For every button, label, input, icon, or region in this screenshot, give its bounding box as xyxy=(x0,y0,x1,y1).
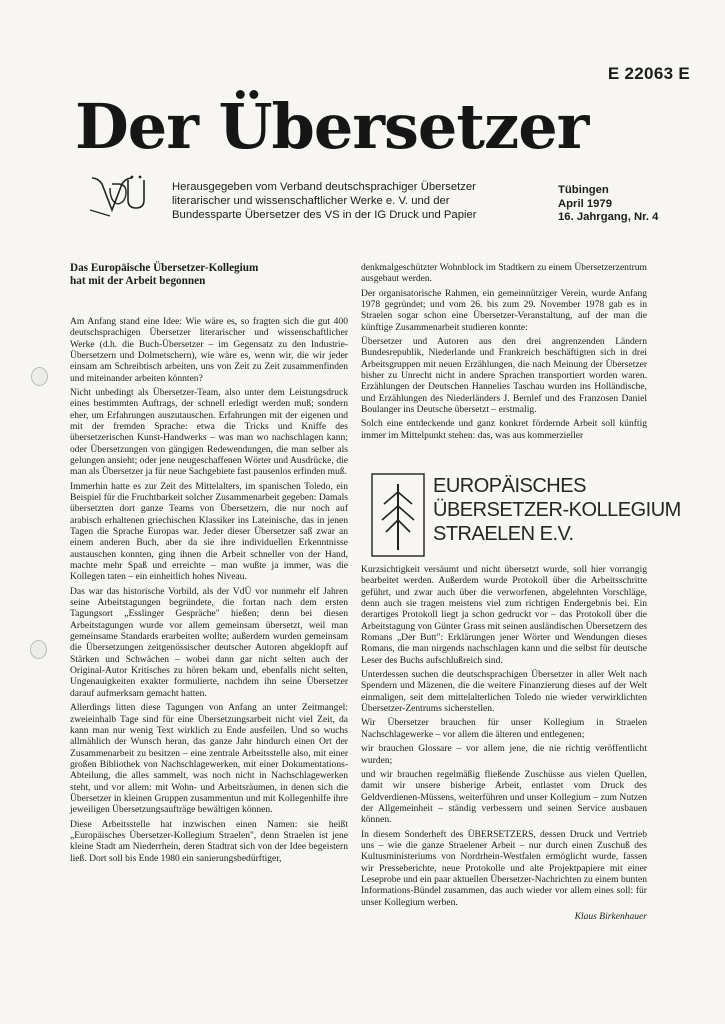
author-signature: Klaus Birkenhauer xyxy=(574,910,647,922)
publisher-info xyxy=(172,180,502,222)
publisher-line: Bundessparte Übersetzer des VS in der IG Druck und Papier xyxy=(172,209,477,221)
paragraph: In diesem Sonderheft des ÜBERSETZERS, dessen Druck und Vertrieb uns – wie die ganze Straelener Arbeit – nur durch einen Zuschuß des Kultusministeriums von Nordrhein-Westfalen ermöglicht wurde, fassen wir Presseberichte, neue Protokolle und alte Projektpapiere mit einer Leseprobe und ein paar aktuellen Übersetzer-Nachrichten zu einem bunten Informations-Bündel zusammen, das auch wieder vor allem eines soll: für unser Kollegium werben. xyxy=(361,828,647,908)
kollegium-logo-line: EUROPÄISCHES xyxy=(433,475,586,497)
publication-code: E 22063 E xyxy=(607,64,690,83)
paragraph: Diese Arbeitsstelle hat inzwischen einen Namen: sie heißt „Europäisches Übersetzer-Kollegium Straelen", denn Straelen ist jene kleine Stadt am Niederrhein, deren Stadtrat sich von der Idee begeistern ließ. Dort soll bis Ende 1980 ein sanierungsbedürftiger, xyxy=(70,818,348,864)
article-title-line: Das Europäische Übersetzer-Kollegium xyxy=(70,262,259,274)
vdu-logo xyxy=(90,174,150,220)
kollegium-tree-logo xyxy=(368,470,428,560)
issue-info xyxy=(558,184,698,225)
paragraph: Solch eine entdeckende und ganz konkret fördernde Arbeit soll künftig immer im Mittelpunkt stehen: das, was aus kommerzieller xyxy=(361,418,647,441)
kollegium-logo-text xyxy=(433,474,681,546)
publisher-line: Herausgegeben vom Verband deutschsprachiger Übersetzer xyxy=(172,181,476,193)
kollegium-logo-line: STRAELEN E.V. xyxy=(433,523,574,545)
paragraph: Allerdings litten diese Tagungen von Anfang an unter Zeitmangel: zweieinhalb Tage sind für eine Übersetzungsarbeit nicht viel Zeit, da kann man nur wenig Text wirklich zu Ende ausfeilen. Und so wuchs allmählich der Wunsch heran, das ganze Jahr hindurch einen Ort der Zusammenarbeit zu besitzen – eine zentrale Arbeitsstelle also, mit einer großen Bibliothek von Nachschlagewerken, mit einer Dokumentations-Abteilung, die alles sammelt, was noch nicht in Nachschlagewerken steht, und vor allem: mit Wohn- und Arbeitsräumen, in denen sich die Übersetzer in kleinen Gruppen zusammentun und mit Kollegenhilfe ihre jeweiligen Übersetzungsaufträge bewältigen können. xyxy=(70,702,348,816)
publisher-line: literarischer und wissenschaftlicher Werke e. V. und der xyxy=(172,195,450,207)
punch-hole xyxy=(30,640,47,659)
kollegium-logo-line: ÜBERSETZER-KOLLEGIUM xyxy=(433,499,681,521)
issue-volume: 16. Jahrgang, Nr. 4 xyxy=(558,211,659,223)
paragraph: und wir brauchen regelmäßig fließende Zuschüsse aus vielen Quellen, damit wir unsere bisherige Arbeit, entlastet vom Druck des Geldverdienen-Müssens, weiterführen und unser Kollegium – zum Nutzen der Allgemeinheit – ständig verbessern und seinen Service ausbauen können. xyxy=(361,768,647,826)
article-right-column-top xyxy=(361,262,647,444)
article-title xyxy=(70,262,348,289)
issue-date: April 1979 xyxy=(558,197,613,210)
paragraph: Kurzsichtigkeit versäumt und nicht übersetzt wurde, soll hier vorrangig bearbeitet werden. Außerdem wurde Protokoll über die Arbeitsschritte geführt, und zwar auch über die verworfenen, abgelehnten Vorschläge, denn auch sie tragen meistens viel zum richtigen Endergebnis bei. Ein derartiges Protokoll liegt ja schon gedruckt vor – das Protokoll über die Arbeitstagung von Günter Grass mit seinen ausländischen Übersetzern des Romans „Der Butt": Erklärungen jener Wörter und Wendungen dieses Romans, die man nirgends nachschlagen kann und die selbst für deutsche Leser des Buchs aufschlußreich sind. xyxy=(361,564,647,666)
paragraph: Unterdessen suchen die deutschsprachigen Übersetzer in aller Welt nach Spendern und Mäzenen, die die weitere Finanzierung dieses auf der Welt einmaligen, seit dem mittelalterlichen Toledo nie wieder verwirklichten Übersetzer-Zentrums sicherstellen. xyxy=(361,669,647,715)
masthead-title: Der Übersetzer xyxy=(75,90,589,163)
punch-hole xyxy=(31,367,48,386)
paragraph: Nicht unbedingt als Übersetzer-Team, also unter dem Leistungsdruck eines bestimmten Auftrags, der schnell erledigt werden muß; sondern eher, um Erfahrungen auszutauschen. Erfahrungen mit der eigenen und mit der fremden Sprache: etwa die Tricks und Kniffe des übersetzerischen Kunst-Handwerks – was man wo nachschlagen kann; oder Übersetzungen von gängigen Redewendungen, die man selber als gelungen ansieht; oder jene neugeschaffenen Wörter und Ausdrücke, die man als Übersetzer ja für neue Sachgebiete fast pausenlos erfinden muß. xyxy=(70,386,348,478)
paragraph: Immerhin hatte es zur Zeit des Mittelalters, im spanischen Toledo, ein Beispiel für die Fruchtbarkeit solcher Zusammenarbeit gegeben: Damals übersetzten dort ganze Teams von Übersetzern, die nur noch auf arabisch erhaltenen griechischen Klassiker ins Lateinische, das in jenen Tagen die Sprache Europas war. Jeder dieser Übersetzer saß zwar an einem anderen Buch, aber da sie ihre individuellen Erkenntnisse austauschen konnten, ging ihnen die Arbeit schneller von der Hand, machte mehr Spaß und erreichte – man wußte ja immer, was die Kollegen taten – ein einheitlich hohes Niveau. xyxy=(70,480,348,583)
paragraph: wir brauchen Glossare – vor allem jene, die nie richtig veröffentlicht wurden; xyxy=(361,743,647,766)
article-title-line: hat mit der Arbeit begonnen xyxy=(70,275,206,288)
article-left-column xyxy=(70,262,348,867)
paragraph: Am Anfang stand eine Idee: Wie wäre es, so fragten sich die gut 400 deutschsprachigen Übersetzer literarischer und wissenschaftlicher Werke (d.h. die Buch-Übersetzer – im Gegensatz zu den Industrie-Übersetzern und Dolmetschern), wie wäre es, wenn wir, die wir jeder einsam am Schreibtisch arbeiten, uns von Zeit zu Zeit zusammenfinden und miteinander arbeiten könnten? xyxy=(70,315,348,384)
paragraph: Übersetzer und Autoren aus den drei angrenzenden Ländern Bundesrepublik, Niederlande und Frankreich beschäftigten sich in drei Arbeitsgruppen mit neuen Erzählungen, die nach Meinung der Übersetzer bisher zu Unrecht nicht in andere Sprachen transportiert worden waren. Erzählungen der Deutschen Hannelies Taschau wurden ins Holländische, und Erzählungen des Niederländers J. Bernlef und des Franzosen Daniel Boulanger ins Deutsche übersetzt – erstmalig. xyxy=(361,336,647,416)
article-right-column-bottom xyxy=(361,564,647,922)
issue-place: Tübingen xyxy=(558,184,609,196)
paragraph: Das war das historische Vorbild, als der VdÜ vor nunmehr elf Jahren seine Arbeitstagungen begründete, die fortan nach dem ersten Tagungsort „Esslinger Gespräche" hießen; denn bei diesen Arbeitstagungen wurde vor allem gemeinsam übersetzt, weil man gemeinsame Standards erarbeiten wollte; außerdem wurden gemeinsam die Übersetzungen zeitgenössischer deutscher Autoren abgeklopft auf Stärken und Schwächen – wobei dann gar nicht selten auch der Original-Autor Kritisches zu hören bekam und, ebenfalls nicht selten, Ungenauigkeiten exakter formulierte, nachdem ihn seine Übersetzer darauf aufmerksam gemacht hatten. xyxy=(70,585,348,699)
paragraph: denkmalgeschützter Wohnblock im Stadtkern zu einem Übersetzerzentrum ausgebaut werden. xyxy=(361,262,647,285)
paragraph: Wir Übersetzer brauchen für unser Kollegium in Straelen Nachschlagewerke – vor allem die älteren und entlegenen; xyxy=(361,717,647,740)
paragraph: Der organisatorische Rahmen, ein gemeinnütziger Verein, wurde Anfang 1978 gegründet; und vom 26. bis zum 29. November 1978 gab es in Straelen sogar schon eine Übersetzer-Veranstaltung, auf der man die künftige Zusammenarbeit studieren konnte: xyxy=(361,287,647,333)
